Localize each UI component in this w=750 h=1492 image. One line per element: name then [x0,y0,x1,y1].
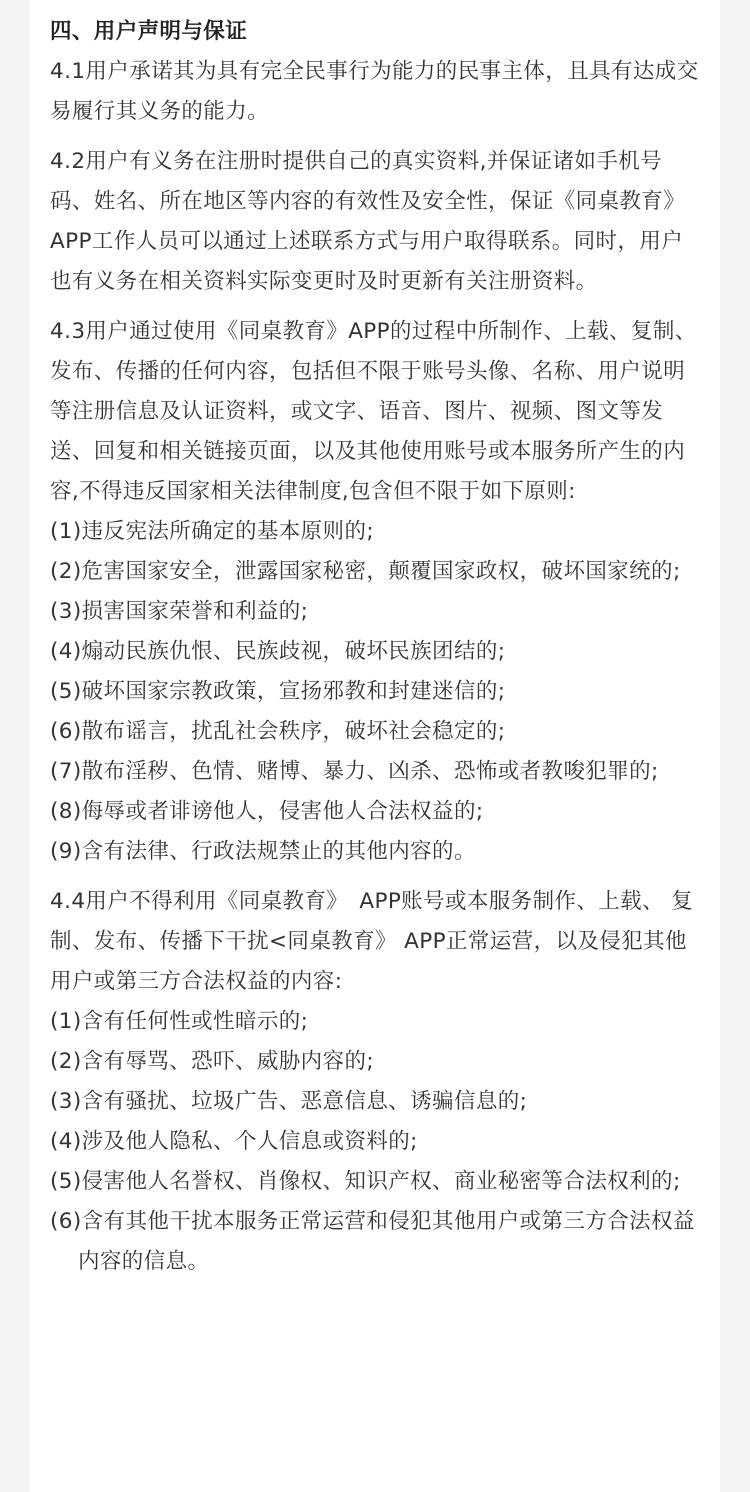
clause-4-1: 4.1用户承诺其为具有完全民事行为能力的民事主体，且具有达成交易履行其义务的能力。 [50,59,699,124]
clause-4-3-item: (7)散布淫秽、色情、赌博、暴力、凶杀、恐怖或者教唆犯罪的; [50,759,659,784]
clause-4-4-item: (5)侵害他人名誉权、肖像权、知识产权、商业秘密等合法权利的; [50,1169,681,1194]
clause-4-3: 4.3用户通过使用《同桌教育》APP的过程中所制作、上载、复制、发布、传播的任何内容，包括但不限于账号头像、名称、用户说明等注册信息及认证资料，或文字、语音、图片、视频、图文等发送、回复和相关链接页面，以及其他使用账号或本服务所产生的内容,不得违反国家相关法律制度,包含但不限于如下原则: [50,319,697,504]
clause-4-3-item: (1)违反宪法所确定的基本原则的; [50,519,374,544]
clause-4-4-item: (6)含有其他干扰本服务正常运营和侵犯其他用户或第三方合法权益内容的信息。 [50,1209,695,1274]
section-title: 四、用户声明与保证 [50,19,248,44]
clause-4-3-item: (4)煽动民族仇恨、民族歧视，破坏民族团结的; [50,639,506,664]
clause-4-3-item: (5)破坏国家宗教政策，宣扬邪教和封建迷信的; [50,679,506,704]
clause-4-4-item: (2)含有辱骂、恐吓、威胁内容的; [50,1049,374,1074]
agreement-content [50,12,705,1282]
clause-4-3-item: (8)侮辱或者诽谤他人，侵害他人合法权益的; [50,799,484,824]
clause-4-3-item: (6)散布谣言，扰乱社会秩序，破坏社会稳定的; [50,719,506,744]
clause-4-2: 4.2用户有义务在注册时提供自己的真实资料,并保证诸如手机号码、姓名、所在地区等内容的有效性及安全性，保证《同桌教育》 APP工作人员可以通过上述联系方式与用户取得联系。同时，用户也有义务在相关资料实际变更时及时更新有关注册资料。 [50,149,697,294]
clause-4-3-item: (2)危害国家安全，泄露国家秘密，颠覆国家政权，破坏国家统的; [50,559,681,584]
clause-4-4: 4.4用户不得利用《同桌教育》 APP账号或本服务制作、上载、 复制、发布、传播下干扰<同桌教育》 APP正常运营，以及侵犯其他用户或第三方合法权益的内容: [50,889,694,994]
clause-4-4-item: (3)含有骚扰、垃圾广告、恶意信息、诱骗信息的; [50,1089,528,1114]
clause-4-3-item: (9)含有法律、行政法规禁止的其他内容的。 [50,839,476,864]
clause-4-4-item: (1)含有任何性或性暗示的; [50,1009,309,1034]
clause-4-3-item: (3)损害国家荣誉和利益的; [50,599,309,624]
clause-4-4-item: (4)涉及他人隐私、个人信息或资料的; [50,1129,418,1154]
agreement-card [30,0,720,1492]
